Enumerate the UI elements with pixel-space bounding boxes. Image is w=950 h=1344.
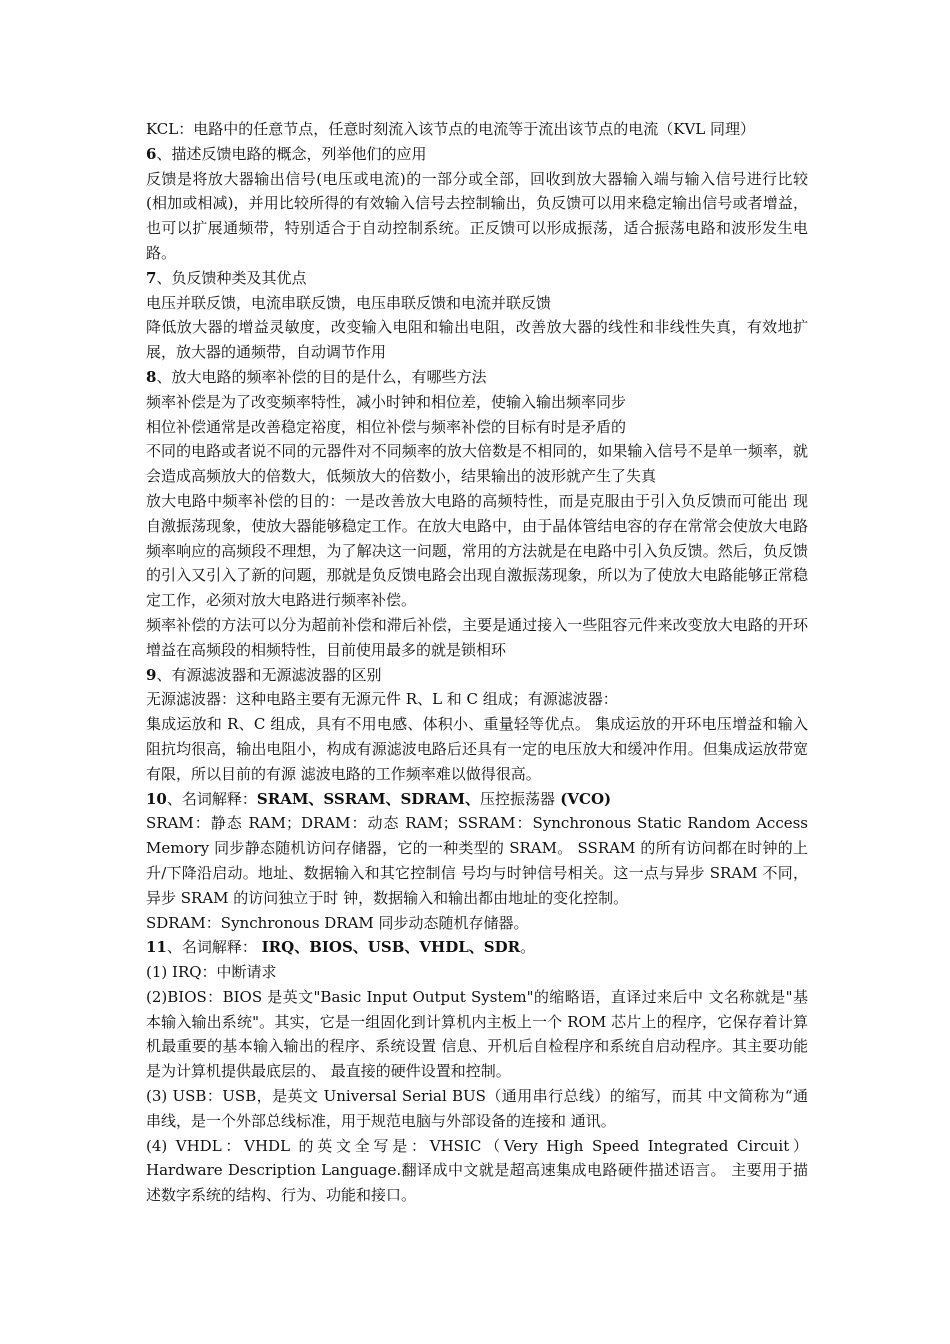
heading-text: 、有源滤波器和无源滤波器的区别 bbox=[156, 665, 382, 684]
document-body bbox=[146, 117, 808, 1208]
heading-q7 bbox=[146, 266, 808, 291]
heading-number: 8 bbox=[146, 367, 157, 386]
heading-q6 bbox=[146, 142, 808, 167]
heading-number: 7 bbox=[146, 268, 157, 287]
heading-number: 10 bbox=[146, 789, 167, 808]
paragraph: (4) VHDL：VHDL 的英文全写是：VHSIC（Very High Speed Integrated Circuit） Hardware Description Language.翻译成中文就是超高速集成电路硬件描述语言。 主要用于描述数字系统的结构、行为、功能和接口。 bbox=[146, 1136, 808, 1205]
heading-text: 、描述反馈电路的概念，列举他们的应用 bbox=[156, 144, 427, 163]
heading-q11 bbox=[146, 935, 808, 960]
paragraph: 反馈是将放大器输出信号(电压或电流)的一部分或全部，回收到放大器输入端与输入信号进行比较(相加或相减)，并用比较所得的有效输入信号去控制输出，负反馈可以用来稳定输出信号或者增益，也可以扩展通频带，特别适合于自动控制系统。正反馈可以形成振荡，适合振荡电路和波形发生电路。 bbox=[146, 169, 808, 262]
heading-q10 bbox=[146, 787, 808, 812]
heading-number: 11 bbox=[146, 938, 167, 957]
paragraph: 集成运放和 R、C 组成，具有不用电感、体积小、重量轻等优点。 集成运放的开环电压增益和输入阻抗均很高，输出电阻小，构成有源滤波电路后还具有一定的电压放大和缓冲作用。但集成运放带宽有限，所以目前的有源 滤波电路的工作频率难以做得很高。 bbox=[146, 715, 808, 783]
heading-terms: SRAM、SSRAM、SDRAM、 bbox=[256, 789, 481, 808]
heading-number: 6 bbox=[146, 144, 157, 163]
paragraph: 无源滤波器：这种电路主要有无源元件 R、L 和 C 组成；有源滤波器： bbox=[146, 690, 618, 709]
kcl-paragraph: KCL：电路中的任意节点，任意时刻流入该节点的电流等于流出该节点的电流（KVL 同理） bbox=[146, 120, 756, 138]
paragraph: 频率补偿是为了改变频率特性，减小时钟和相位差，使输入输出频率同步 bbox=[146, 392, 627, 411]
heading-text: 压控振荡器 bbox=[480, 789, 556, 808]
paragraph: SDRAM：Synchronous DRAM 同步动态随机存储器。 bbox=[146, 913, 529, 932]
heading-q8 bbox=[146, 365, 808, 390]
paragraph: 放大电路中频率补偿的目的：一是改善放大电路的高频特性，而是克服由于引入负反馈而可能出 现自激振荡现象，使放大器能够稳定工作。在放大电路中，由于晶体管结电容的存在常常会使放大电路频率响应的高频段不理想，为了解决这一问题，常用的方法就是在电路中引入负反馈。然后，负反馈的引入又引入了新的问题，那就是负反馈电路会出现自激振荡现象，所以为了使放大电路能够正常稳定工作，必须对放大电路进行频率补偿。 bbox=[146, 491, 808, 610]
paragraph: 电压并联反馈，电流串联反馈，电压串联反馈和电流并联反馈 bbox=[146, 293, 552, 312]
paragraph: 相位补偿通常是改善稳定裕度，相位补偿与频率补偿的目标有时是矛盾的 bbox=[146, 417, 627, 436]
heading-text: 、名词解释： bbox=[166, 938, 262, 957]
heading-number: 9 bbox=[146, 665, 157, 684]
paragraph: (3) USB：USB，是英文 Universal Serial BUS（通用串行总线）的缩写，而其 中文简称为“通串线，是一个外部总线标准，用于规范电脑与外部设备的连接和 通讯。 bbox=[146, 1087, 808, 1130]
heading-text: 、放大电路的频率补偿的目的是什么，有哪些方法 bbox=[156, 367, 487, 386]
paragraph: (1) IRQ：中断请求 bbox=[146, 963, 277, 982]
paragraph: 频率补偿的方法可以分为超前补偿和滞后补偿，主要是通过接入一些阻容元件来改变放大电路的开环增益在高频段的相频特性，目前使用最多的就是锁相环 bbox=[146, 615, 808, 659]
paragraph: 不同的电路或者说不同的元器件对不同频率的放大倍数是不相同的，如果输入信号不是单一频率，就会造成高频放大的倍数大，低频放大的倍数小，结果输出的波形就产生了失真 bbox=[146, 442, 808, 486]
paragraph: (2)BIOS：BIOS 是英文"Basic Input Output System"的缩略语，直译过来后中 文名称就是"基本输入输出系统"。其实，它是一组固化到计算机内主板上一个 ROM 芯片上的程序，它保存着计算机最重要的基本输入输出的程序、系统设置 信息、开机后自检程序和系统自启动程序。其主要功能是为计算机提供最底层的、 最直接的硬件设置和控制。 bbox=[146, 987, 808, 1081]
heading-text: 、负反馈种类及其优点 bbox=[156, 268, 307, 287]
heading-text: 、名词解释： bbox=[166, 789, 257, 808]
heading-q9 bbox=[146, 663, 808, 688]
heading-terms: IRQ、BIOS、USB、VHDL、SDR bbox=[261, 938, 521, 957]
heading-terms: (VCO) bbox=[555, 789, 612, 808]
paragraph: SRAM：静态 RAM；DRAM：动态 RAM；SSRAM：Synchronous Static Random Access Memory 同步静态随机访问存储器，它的一种类型的 SRAM。 SSRAM 的所有访问都在时钟的上升/下降沿启动。地址、数据输入和其它控制信 号均与时钟信号相关。这一点与异步 SRAM 不同，异步 SRAM 的访问独立于时 钟，数据输入和输出都由地址的变化控制。 bbox=[146, 814, 808, 907]
heading-text: 。 bbox=[520, 938, 536, 957]
paragraph: 降低放大器的增益灵敏度，改变输入电阻和输出电阻，改善放大器的线性和非线性失真，有效地扩展，放大器的通频带，自动调节作用 bbox=[146, 318, 808, 362]
